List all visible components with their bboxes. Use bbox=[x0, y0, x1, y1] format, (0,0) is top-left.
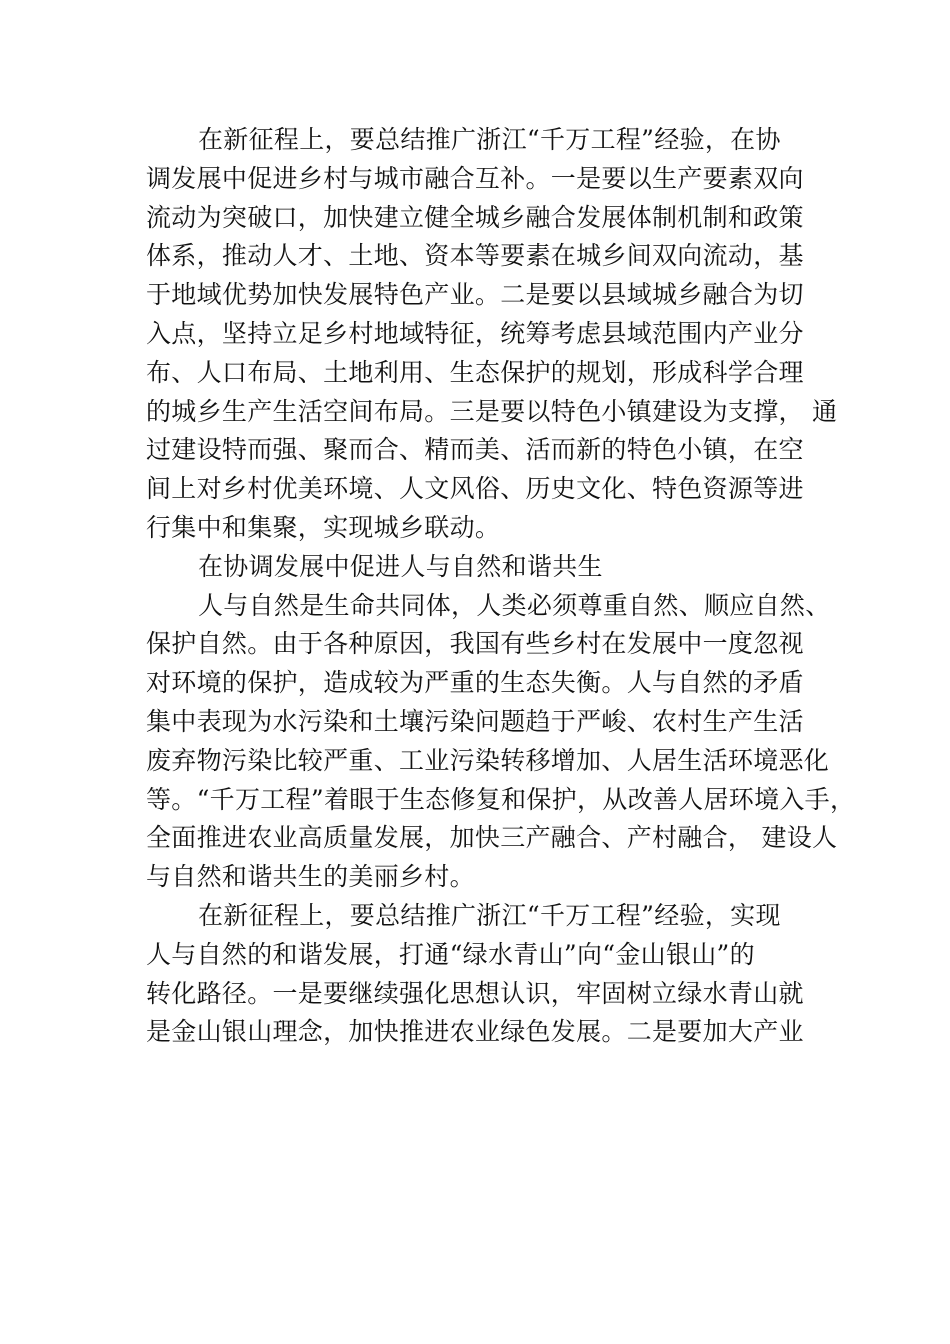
text-line-20: 与自然和谐共生的美丽乡村。 bbox=[146, 862, 475, 892]
text-line-24: 是金山银山理念，加快推进农业绿色发展。二是要加大产业 bbox=[146, 1017, 804, 1047]
text-line-11: 行集中和集聚，实现城乡联动。 bbox=[146, 512, 501, 542]
text-line-13: 人与自然是生命共同体，人类必须尊重自然、顺应自然、 bbox=[198, 590, 831, 620]
text-line-9: 过建设特而强、聚而合、精而美、活而新的特色小镇，在空 bbox=[146, 435, 804, 465]
section-heading: 在协调发展中促进人与自然和谐共生 bbox=[198, 551, 603, 581]
text-line-6: 入点，坚持立足乡村地域特征，统筹考虑县域范围内产业分 bbox=[146, 318, 804, 348]
text-line-3: 流动为突破口，加快建立健全城乡融合发展体制机制和政策 bbox=[146, 202, 804, 232]
text-line-22: 人与自然的和谐发展，打通“绿水青山”向“金山银山”的 bbox=[146, 939, 755, 969]
text-line-5: 于地域优势加快发展特色产业。二是要以县域城乡融合为切 bbox=[146, 280, 804, 310]
text-line-23: 转化路径。一是要继续强化思想认识，牢固树立绿水青山就 bbox=[146, 978, 804, 1008]
text-line-17: 废弃物污染比较严重、工业污染转移增加、人居生活环境恶化 bbox=[146, 745, 830, 775]
text-line-16: 集中表现为水污染和土壤污染问题趋于严峻、农村生产生活 bbox=[146, 706, 804, 736]
text-line-7: 布、人口布局、土地利用、生态保护的规划，形成科学合理 bbox=[146, 357, 804, 387]
text-line-18: 等。“千万工程”着眼于生态修复和保护，从改善人居环境入手， bbox=[146, 784, 856, 814]
text-line-2: 调发展中促进乡村与城市融合互补。一是要以生产要素双向 bbox=[146, 163, 804, 193]
text-line-19: 全面推进农业高质量发展，加快三产融合、产村融合， 建设人 bbox=[146, 823, 838, 853]
text-line-4: 体系，推动人才、土地、资本等要素在城乡间双向流动，基 bbox=[146, 241, 804, 271]
text-line-15: 对环境的保护，造成较为严重的生态失衡。人与自然的矛盾 bbox=[146, 668, 804, 698]
text-line-8: 的城乡生产生活空间布局。三是要以特色小镇建设为支撑， 通 bbox=[146, 396, 838, 426]
text-line-1: 在新征程上，要总结推广浙江“千万工程”经验，在协 bbox=[198, 125, 781, 154]
text-line-10: 间上对乡村优美环境、人文风俗、历史文化、特色资源等进 bbox=[146, 474, 804, 504]
text-line-14: 保护自然。由于各种原因，我国有些乡村在发展中一度忽视 bbox=[146, 629, 804, 659]
text-line-21: 在新征程上，要总结推广浙江“千万工程”经验，实现 bbox=[198, 900, 781, 930]
body-text bbox=[146, 121, 856, 1052]
